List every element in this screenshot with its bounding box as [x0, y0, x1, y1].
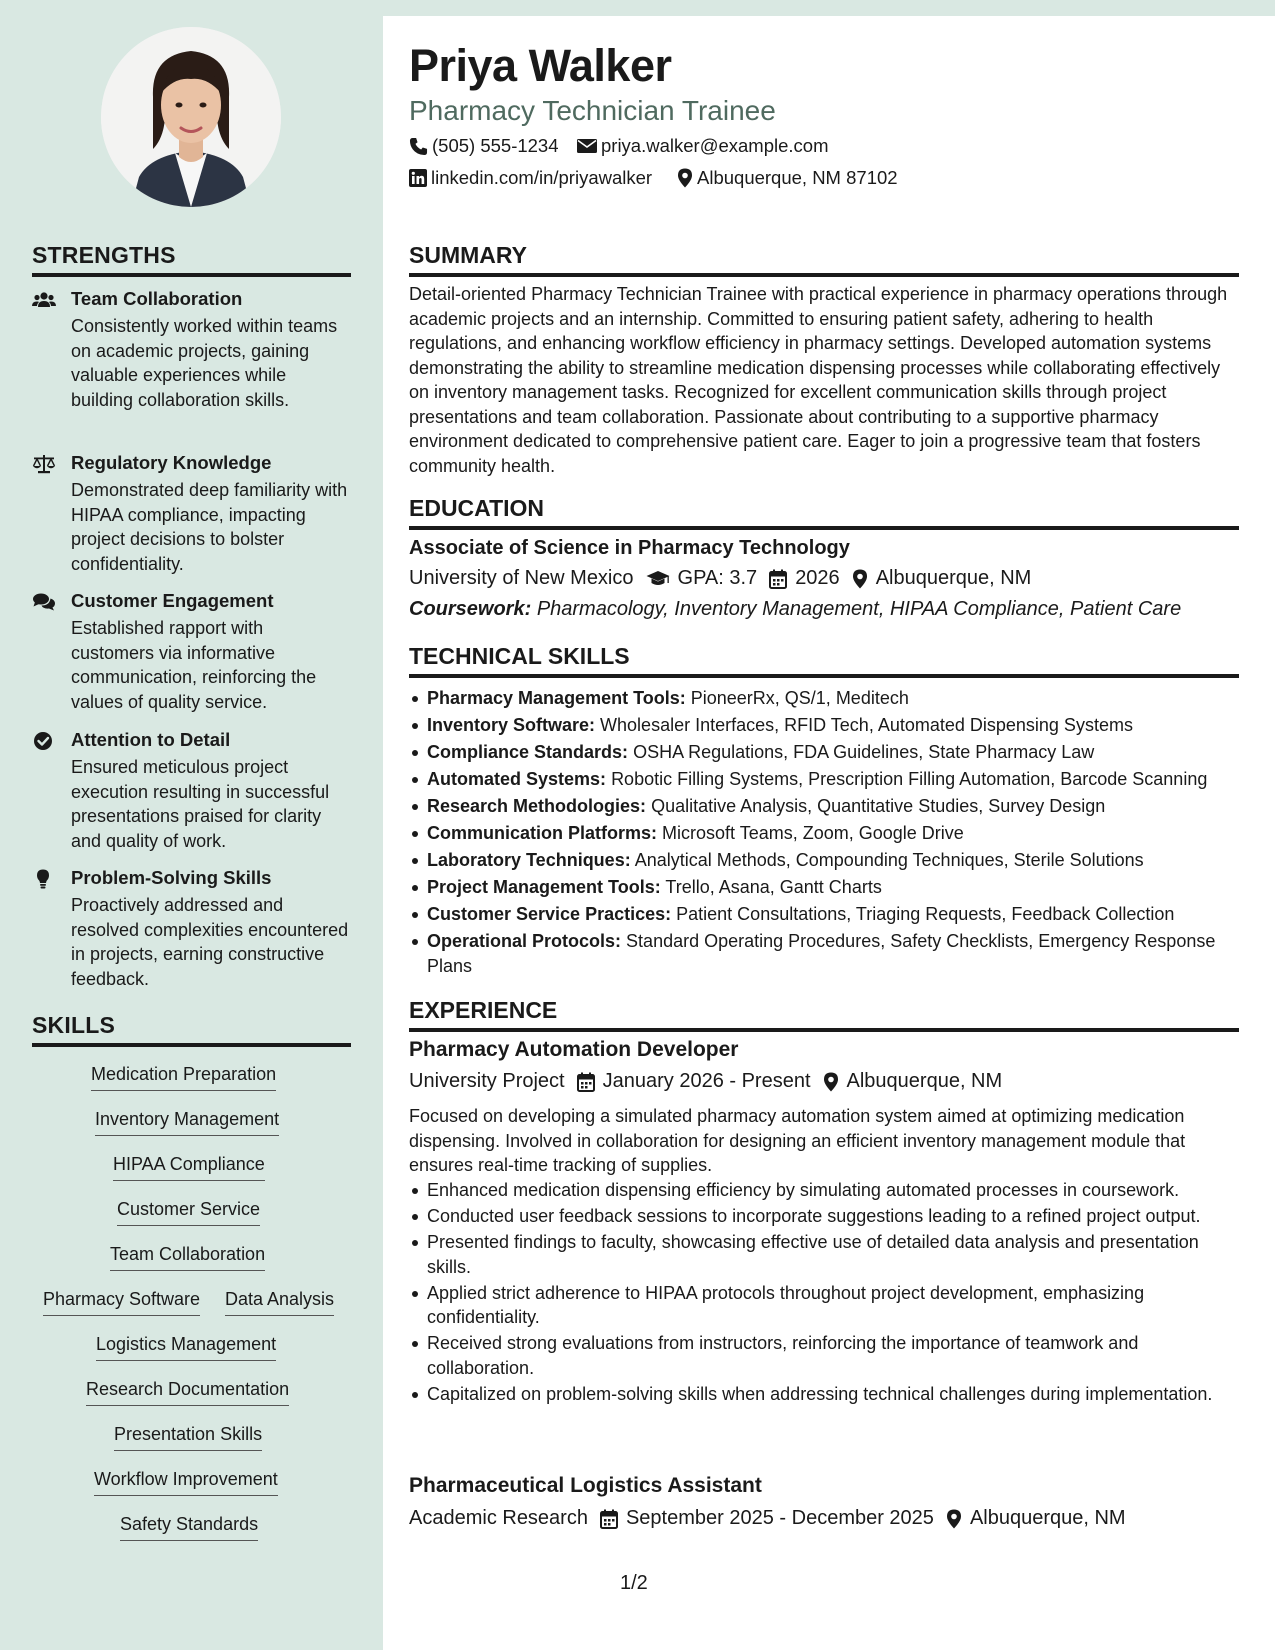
coursework-text: Pharmacology, Inventory Management, HIPAA Compliance, Patient Care — [536, 598, 1182, 620]
job-organization: University Project — [409, 1070, 565, 1092]
job-dates: January 2026 - Present — [602, 1070, 811, 1092]
map-pin-icon — [823, 1072, 839, 1092]
email-contact[interactable] — [577, 135, 829, 157]
list-item: Presented findings to faculty, showcasing effective use of detailed data analysis and presentation skills. — [409, 1230, 1239, 1279]
job-title: Pharmacy Automation Developer — [409, 1038, 739, 1061]
skill-category: Project Management Tools: — [427, 877, 661, 897]
skill-chip: Presentation Skills — [114, 1424, 262, 1451]
skill-values: Qualitative Analysis, Quantitative Studies, Survey Design — [651, 796, 1106, 816]
list-item — [409, 767, 1239, 792]
skill-values: Microsoft Teams, Zoom, Google Drive — [662, 823, 964, 843]
page-number: 1/2 — [620, 1572, 648, 1594]
candidate-name: Priya Walker — [409, 40, 672, 91]
list-item — [409, 875, 1239, 900]
envelope-icon — [577, 138, 597, 154]
technical-skills-heading: TECHNICAL SKILLS — [409, 643, 1239, 678]
school-name: University of New Mexico — [409, 567, 634, 589]
list-item — [409, 686, 1239, 711]
calendar-icon — [769, 569, 787, 589]
list-item: Enhanced medication dispensing efficiency by simulating automated processes in coursework. — [409, 1178, 1239, 1203]
strength-description: Established rapport with customers via informative communication, reinforcing the values of quality service. — [71, 618, 317, 712]
users-icon — [32, 290, 56, 310]
check-circle-icon — [32, 731, 56, 751]
skill-chip: Logistics Management — [96, 1334, 276, 1361]
skill-category: Communication Platforms: — [427, 823, 658, 843]
skill-values: Trello, Asana, Gantt Charts — [665, 877, 882, 897]
job-location: Albuquerque, NM — [846, 1070, 1003, 1092]
gpa-text: GPA: 3.7 — [677, 567, 758, 589]
list-item — [409, 740, 1239, 765]
skill-chip: Pharmacy Software — [43, 1289, 200, 1316]
skills-heading: SKILLS — [32, 1012, 351, 1047]
education-heading: EDUCATION — [409, 495, 1239, 530]
list-item — [409, 821, 1239, 846]
phone-contact[interactable] — [409, 135, 559, 157]
location-contact — [677, 167, 898, 189]
strength-title: Problem-Solving Skills — [71, 867, 272, 888]
linkedin-icon — [409, 169, 427, 187]
education-meta — [409, 567, 1031, 590]
list-item — [409, 929, 1239, 978]
skill-category: Operational Protocols: — [427, 931, 622, 951]
list-item: Applied strict adherence to HIPAA protocols throughout project development, emphasizing confidentiality. — [409, 1281, 1239, 1330]
map-pin-icon — [946, 1509, 962, 1529]
summary-heading: SUMMARY — [409, 242, 1239, 277]
technical-skills-list — [409, 686, 1239, 981]
skill-values: OSHA Regulations, FDA Guidelines, State Pharmacy Law — [633, 742, 1095, 762]
school-location: Albuquerque, NM — [875, 567, 1032, 589]
skill-category: Laboratory Techniques: — [427, 850, 631, 870]
job-meta — [409, 1070, 1002, 1093]
job-organization: Academic Research — [409, 1507, 588, 1529]
skill-chip: HIPAA Compliance — [113, 1154, 265, 1181]
skill-chip: Workflow Improvement — [94, 1469, 278, 1496]
skill-values: Analytical Methods, Compounding Techniques, Sterile Solutions — [634, 850, 1144, 870]
skill-chip: Safety Standards — [120, 1514, 258, 1541]
experience-heading: EXPERIENCE — [409, 997, 1239, 1032]
graduation-year: 2026 — [795, 567, 840, 589]
strength-title: Customer Engagement — [71, 590, 274, 611]
strength-title: Team Collaboration — [71, 288, 243, 309]
calendar-icon — [600, 1509, 618, 1529]
skill-values: Patient Consultations, Triaging Requests, Feedback Collection — [676, 904, 1175, 924]
strength-title: Attention to Detail — [71, 729, 231, 750]
email-text: priya.walker@example.com — [601, 135, 829, 156]
linkedin-text: linkedin.com/in/priyawalker — [431, 167, 653, 188]
strength-title: Regulatory Knowledge — [71, 452, 272, 473]
chat-icon — [32, 592, 56, 612]
skill-chip: Medication Preparation — [91, 1064, 276, 1091]
degree-title: Associate of Science in Pharmacy Technology — [409, 537, 850, 559]
coursework-label: Coursework: — [409, 598, 532, 620]
list-item — [409, 713, 1239, 738]
skill-category: Compliance Standards: — [427, 742, 629, 762]
strength-description: Consistently worked within teams on academic projects, gaining valuable experiences while building collaboration skills. — [71, 316, 338, 410]
skill-chip: Data Analysis — [225, 1289, 334, 1316]
strengths-heading: STRENGTHS — [32, 242, 351, 277]
skill-chip: Research Documentation — [86, 1379, 289, 1406]
coursework — [409, 598, 1181, 621]
skill-category: Pharmacy Management Tools: — [427, 688, 686, 708]
skill-category: Automated Systems: — [427, 769, 607, 789]
map-pin-icon — [852, 569, 868, 589]
candidate-title: Pharmacy Technician Trainee — [409, 95, 776, 126]
skill-values: PioneerRx, QS/1, Meditech — [690, 688, 909, 708]
lightbulb-icon — [32, 869, 56, 889]
job-meta — [409, 1507, 1126, 1530]
job-title: Pharmaceutical Logistics Assistant — [409, 1474, 762, 1497]
skill-category: Inventory Software: — [427, 715, 596, 735]
list-item: Capitalized on problem-solving skills when addressing technical challenges during implementation. — [409, 1382, 1239, 1407]
list-item: Received strong evaluations from instructors, reinforcing the importance of teamwork and collaboration. — [409, 1331, 1239, 1380]
skill-chip: Team Collaboration — [110, 1244, 265, 1271]
job-description: Focused on developing a simulated pharmacy automation system aimed at optimizing medication dispensing. Involved in collaboration for designing an efficient inventory management module that ensures real-time tracking of supplies. — [409, 1106, 1186, 1175]
list-item — [409, 848, 1239, 873]
map-pin-icon — [677, 168, 693, 188]
location-text: Albuquerque, NM 87102 — [697, 167, 898, 188]
list-item — [409, 794, 1239, 819]
phone-text: (505) 555-1234 — [432, 135, 559, 156]
phone-icon — [409, 137, 428, 156]
strength-description: Proactively addressed and resolved complexities encountered in projects, earning constructive feedback. — [71, 895, 349, 989]
skill-chip: Customer Service — [117, 1199, 260, 1226]
list-item: Conducted user feedback sessions to incorporate suggestions leading to a refined project output. — [409, 1204, 1239, 1229]
summary-text: Detail-oriented Pharmacy Technician Trainee with practical experience in pharmacy operations through academic projects and an internship. Committed to ensuring patient safety, adhering to health regulations, and enhancing workflow efficiency in pharmacy settings. Developed automation systems demonstrating the ability to streamline medication dispensing processes while collaborating effectively on inventory management tasks. Recognized for excellent communication skills through project presentations and team collaboration. Passionate about contributing to a supportive pharmacy environment dedicated to comprehensive patient care. Eager to join a progressive team that fosters community health. — [409, 284, 1228, 476]
calendar-icon — [577, 1072, 595, 1092]
strength-description: Demonstrated deep familiarity with HIPAA compliance, impacting project decisions to bolster confidentiality. — [71, 480, 348, 574]
skill-chip: Inventory Management — [95, 1109, 279, 1136]
strength-description: Ensured meticulous project execution resulting in successful presentations praised for clarity and quality of work. — [71, 757, 330, 851]
job-location: Albuquerque, NM — [969, 1507, 1126, 1529]
job-dates: September 2025 - December 2025 — [625, 1507, 934, 1529]
avatar — [101, 27, 281, 207]
list-item — [409, 902, 1239, 927]
skill-values: Wholesaler Interfaces, RFID Tech, Automated Dispensing Systems — [600, 715, 1133, 735]
job-achievements — [409, 1178, 1239, 1408]
linkedin-contact[interactable] — [409, 167, 652, 189]
graduation-cap-icon — [646, 570, 670, 588]
skill-category: Customer Service Practices: — [427, 904, 672, 924]
skill-category: Research Methodologies: — [427, 796, 647, 816]
skill-values: Standard Operating Procedures, Safety Checklists, Emergency Response Plans — [427, 931, 1216, 976]
scale-icon — [32, 454, 56, 474]
skill-values: Robotic Filling Systems, Prescription Filling Automation, Barcode Scanning — [611, 769, 1208, 789]
